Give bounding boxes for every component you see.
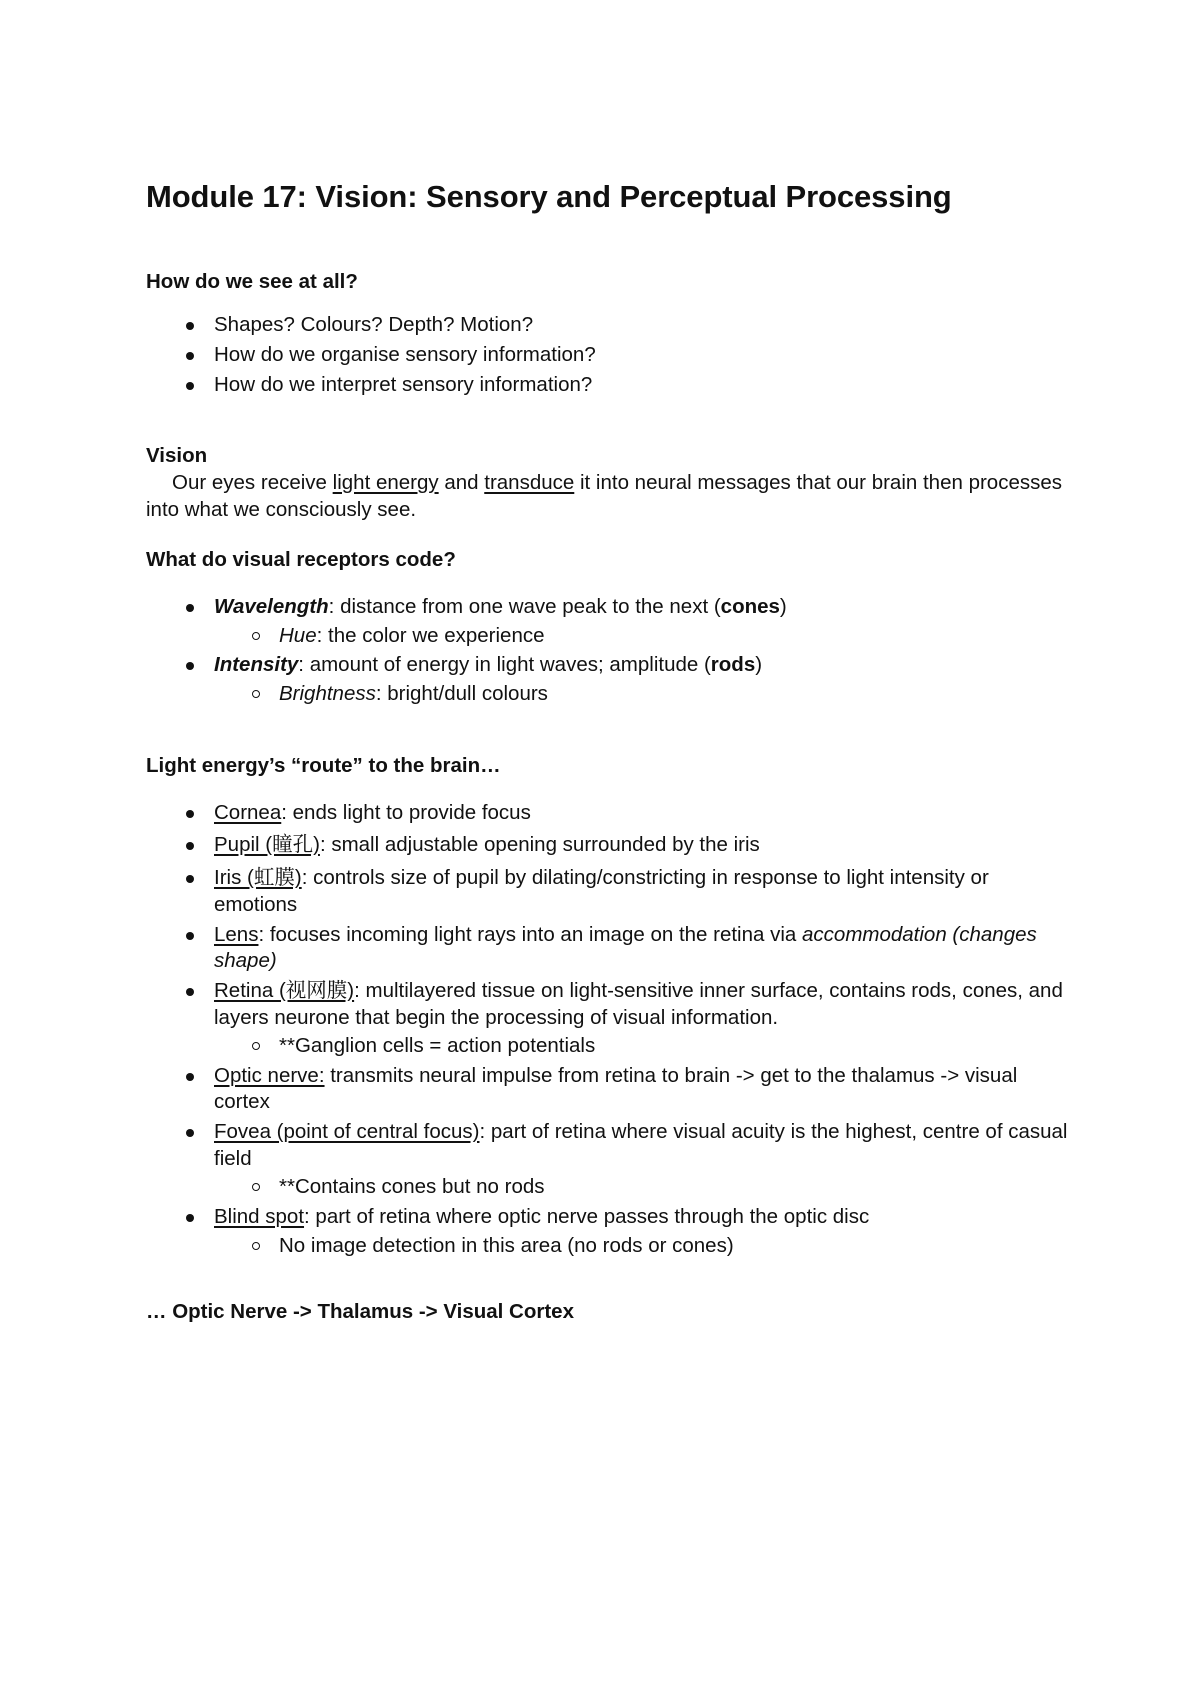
sub-list: [214, 1174, 1070, 1201]
term-hue: Hue: [279, 623, 317, 647]
section-how-do-we-see: [146, 269, 1070, 399]
list-item-fovea: [146, 1119, 1070, 1201]
list-item-iris: [146, 865, 1070, 918]
item-text: : the color we experience: [316, 623, 545, 647]
term-optic-nerve: Optic nerve:: [214, 1063, 325, 1087]
term-pupil: Pupil (瞳孔): [214, 832, 320, 856]
section-heading-light-route: Light energy’s “route” to the brain…: [146, 754, 501, 778]
receptor-list: [146, 594, 1070, 708]
item-text: : ends light to provide focus: [281, 801, 531, 825]
term-blind-spot: Blind spot: [214, 1205, 305, 1229]
list-item: How do we organise sensory information?: [146, 342, 1070, 369]
list-item: How do we interpret sensory information?: [146, 372, 1070, 399]
sub-list: [214, 1233, 1070, 1260]
term-cones: cones: [720, 594, 780, 618]
term-accommodation: accommodation (changes shape): [214, 922, 1037, 973]
paragraph-text: Our eyes receive: [172, 470, 333, 494]
list-item-pupil: [146, 832, 1070, 859]
item-text: : part of retina where optic nerve passes through the optic disc: [304, 1205, 870, 1229]
term-cornea: Cornea: [214, 801, 282, 825]
list-item-lens: [146, 922, 1070, 975]
term-wavelength: Wavelength: [214, 594, 329, 618]
item-text: : small adjustable opening surrounded by the iris: [319, 832, 760, 856]
item-text: : focuses incoming light rays into an image on the retina via: [258, 922, 803, 946]
eye-parts-list: [146, 800, 1070, 1259]
section-vision: [146, 443, 1070, 523]
section-visual-receptors: [146, 547, 1070, 707]
term-retina: Retina (视网膜): [214, 978, 355, 1002]
sub-item-hue: [214, 623, 1070, 650]
sub-item-brightness: [214, 681, 1070, 708]
list-item-retina: [146, 978, 1070, 1060]
list-item-blind-spot: [146, 1204, 1070, 1259]
list-item-cornea: [146, 800, 1070, 827]
section-heading-vision: Vision: [146, 444, 208, 468]
section-heading-how-do-we-see: How do we see at all?: [146, 269, 358, 293]
paragraph-text: and: [438, 470, 485, 494]
item-text: ): [779, 594, 787, 618]
list-item-intensity: [146, 652, 1070, 707]
final-heading: … Optic Nerve -> Thalamus -> Visual Cortex: [146, 1300, 574, 1324]
sub-item-no-detection: No image detection in this area (no rods or cones): [214, 1233, 1070, 1260]
item-text: ): [755, 653, 763, 677]
term-lens: Lens: [214, 922, 259, 946]
section-light-route: [146, 753, 1070, 1259]
sub-list: [214, 681, 1070, 708]
item-text: : part of retina where visual acuity is the highest, centre of casual field: [214, 1120, 1068, 1170]
sub-item-fovea-cones: **Contains cones but no rods: [214, 1174, 1070, 1201]
section-heading-visual-receptors: What do visual receptors code?: [146, 548, 456, 572]
term-brightness: Brightness: [279, 681, 376, 705]
term-transduce: transduce: [484, 470, 575, 494]
list-item-wavelength: [146, 594, 1070, 649]
list-item-optic-nerve: [146, 1063, 1070, 1116]
term-light-energy: light energy: [332, 470, 439, 494]
sub-list: [214, 623, 1070, 650]
sub-item-ganglion: **Ganglion cells = action potentials: [214, 1033, 1070, 1060]
vision-paragraph: [146, 470, 1070, 523]
term-intensity: Intensity: [214, 653, 299, 677]
item-text: transmits neural impulse from retina to brain -> get to the thalamus -> visual cortex: [214, 1063, 1018, 1114]
question-list: [146, 312, 1070, 398]
term-fovea: Fovea (point of central focus): [214, 1120, 480, 1144]
item-text: : distance from one wave peak to the next (: [328, 594, 721, 618]
item-text: : bright/dull colours: [375, 681, 548, 705]
list-item: Shapes? Colours? Depth? Motion?: [146, 312, 1070, 339]
page-title: Module 17: Vision: Sensory and Perceptual Processing: [146, 179, 952, 214]
sub-list: [214, 1033, 1070, 1060]
term-rods: rods: [710, 653, 756, 677]
item-text: : controls size of pupil by dilating/constricting in response to light intensity or emotions: [214, 866, 989, 916]
item-text: : multilayered tissue on light-sensitive inner surface, contains rods, cones, and layers neurone that begin the processing of visual information.: [214, 978, 1063, 1029]
item-text: : amount of energy in light waves; amplitude (: [298, 653, 711, 677]
paragraph-text: it into neural messages that our brain then processes into what we consciously see.: [146, 470, 1062, 521]
term-iris: Iris (虹膜): [214, 866, 302, 890]
